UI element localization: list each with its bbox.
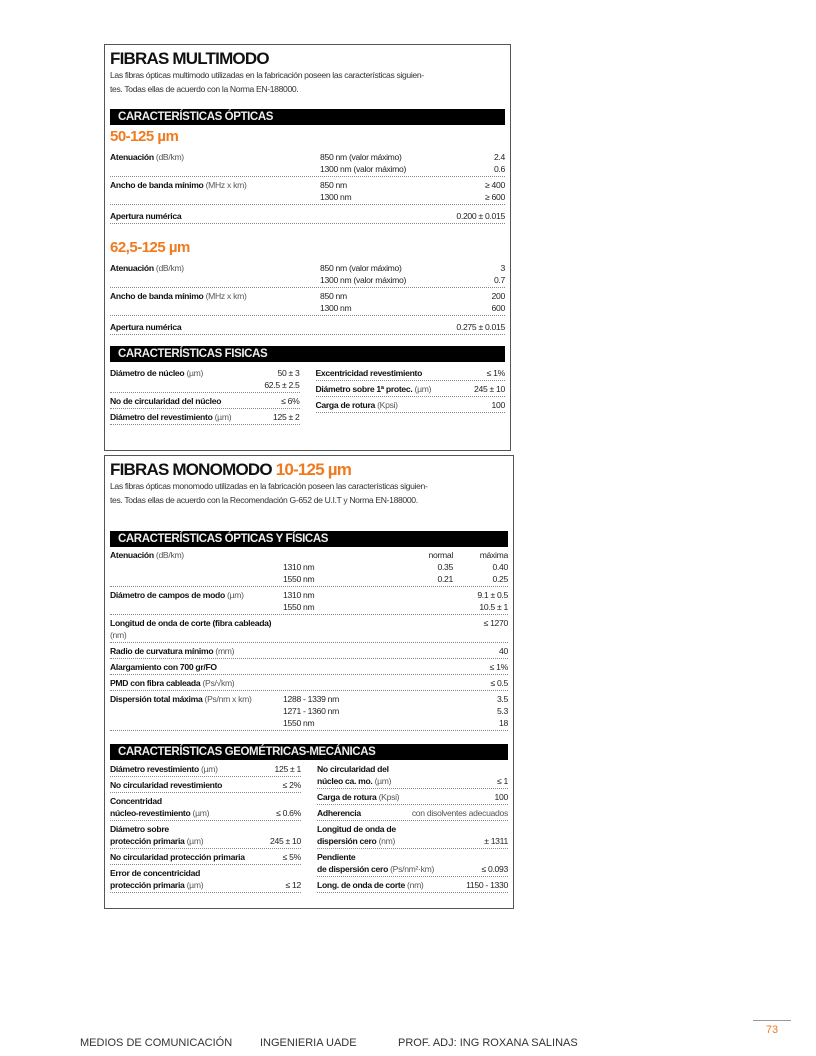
- spec-row: [110, 149, 505, 177]
- spec-value-line: ≥ 600: [485, 192, 505, 202]
- footer-professor: PROF. ADJ: ING ROXANA SALINAS: [398, 1037, 578, 1049]
- spec-condition: [320, 290, 450, 314]
- unit-text: (µm): [192, 808, 210, 818]
- row-label: [317, 763, 493, 787]
- spec-normal-line: [413, 693, 453, 705]
- spec-condition-line: 850 nm (valor máximo): [320, 152, 402, 162]
- spec-condition-line: 1271 - 1360 nm: [283, 706, 339, 716]
- unit-text: (nm): [110, 630, 127, 640]
- label-text: Diámetro sobre: [110, 824, 169, 834]
- row-label: [110, 661, 283, 673]
- singlemode-desc-1: Las fibras ópticas monomodo utilizadas en la fabricación poseen las características siguien-: [110, 481, 428, 491]
- geometric-header: CARACTERÍSTICAS GEOMÉTRICAS-MECÁNICAS: [110, 744, 508, 760]
- label-text: Ancho de banda mínimo: [110, 180, 204, 190]
- spec-value-line: 245 ± 10: [474, 384, 505, 394]
- spec-row: [110, 319, 505, 335]
- singlemode-title: FIBRAS MONOMODO: [110, 460, 272, 479]
- row-label: [317, 807, 408, 819]
- spec-value: ± 1311: [484, 836, 508, 846]
- spec-value-line: 3.5: [496, 694, 508, 704]
- singlemode-desc-2: tes. Todas ellas de acuerdo con la Recomendación G-652 de U.I.T y Norma EN-188000.: [110, 495, 418, 505]
- spec-value-line: 10.5 ± 1: [479, 602, 508, 612]
- label-text: Atenuación: [110, 152, 154, 162]
- fiber-size-heading: 62,5-125 µm: [110, 239, 190, 256]
- spec-row: [317, 805, 508, 821]
- row-label: [110, 677, 283, 689]
- spec-row: [110, 865, 301, 893]
- spec-normal: [413, 549, 453, 585]
- unit-text: (Kpsi): [377, 400, 398, 410]
- spec-row: [316, 381, 506, 397]
- unit-text: (µm): [227, 590, 244, 600]
- spec-condition-line: 1550 nm: [283, 602, 315, 612]
- spec-value: 245 ± 10: [270, 836, 301, 846]
- spec-row: [110, 659, 508, 675]
- footer-school: INGENIERIA UADE: [260, 1037, 357, 1049]
- label-text: núcleo ca. mo.: [317, 776, 373, 786]
- spec-normal: [413, 645, 453, 657]
- unit-text: (nm): [407, 880, 424, 890]
- spec-value-line: 0.25: [492, 574, 508, 584]
- spec-row: [110, 260, 505, 288]
- unit-text: (µm): [186, 836, 204, 846]
- spec-condition-line: 850 nm: [320, 291, 347, 301]
- spec-value: [453, 661, 508, 673]
- spec-value: [453, 677, 508, 689]
- unit-text: (Ps/nm x km): [204, 694, 252, 704]
- spec-value-line: 9.1 ± 0.5: [477, 590, 508, 600]
- label-text: Error de concentricidad: [110, 868, 201, 878]
- spec-row: [317, 789, 508, 805]
- row-label: [110, 290, 320, 314]
- spec-normal-line: [413, 645, 453, 657]
- spec-condition: [283, 549, 413, 585]
- unit-text: (mm): [215, 646, 235, 656]
- footer-course: MEDIOS DE COMUNICACIÓN: [80, 1037, 233, 1049]
- spec-value: con disolventes adecuados: [411, 808, 508, 818]
- singlemode-fibers-panel: [104, 455, 514, 909]
- spec-row: [317, 877, 508, 893]
- spec-value-line: 5.3: [496, 706, 508, 716]
- spec-value-line: 18: [499, 718, 508, 728]
- row-label: [316, 383, 471, 395]
- label-text: Radio de curvatura mínimo: [110, 646, 214, 656]
- spec-condition-line: 1300 nm: [320, 192, 352, 202]
- label-text: No circularidad protección primaria: [110, 852, 245, 862]
- spec-value-line: 0.7: [493, 275, 505, 285]
- spec-row: [110, 393, 300, 409]
- label-text: PMD con fibra cableada: [110, 678, 201, 688]
- optics-physical-header: CARACTERÍSTICAS ÓPTICAS Y FÍSICAS: [110, 531, 508, 547]
- spec-value-line: ≥ 400: [485, 180, 505, 190]
- unit-text: (µm): [414, 384, 432, 394]
- spec-value: 1150 - 1330: [466, 880, 508, 890]
- spec-condition-line: [283, 677, 413, 689]
- spec-value: [450, 179, 505, 203]
- spec-condition-line: 1300 nm: [320, 303, 352, 313]
- spec-normal: [413, 617, 453, 641]
- multimode-desc-2: tes. Todas ellas de acuerdo con la Norma EN-188000.: [110, 84, 299, 94]
- spec-condition-line: 1310 nm: [283, 590, 315, 600]
- unit-text: (dB/km): [155, 263, 184, 273]
- spec-row: [110, 208, 505, 224]
- spec-value: [260, 367, 299, 391]
- spec-value: [453, 549, 508, 585]
- physical-header: CARACTERÍSTICAS FISICAS: [110, 346, 505, 362]
- label-text: Alargamiento con 700 gr/FO: [110, 662, 217, 672]
- label-text: protección primaria: [110, 836, 185, 846]
- spec-normal-line: [413, 717, 453, 729]
- spec-value: ≤ 12: [285, 880, 301, 890]
- row-label: [110, 411, 269, 423]
- unit-text: (µm): [374, 776, 392, 786]
- optics-header: CARACTERÍSTICAS ÓPTICAS: [110, 109, 505, 125]
- spec-normal-line: [413, 601, 453, 613]
- label-text: Ancho de banda mínimo: [110, 291, 204, 301]
- spec-row: [110, 409, 300, 425]
- spec-normal: [413, 677, 453, 689]
- unit-text: (MHz x km): [205, 291, 247, 301]
- spec-condition: [320, 262, 450, 286]
- unit-text: (dB/km): [155, 152, 184, 162]
- spec-row: [110, 547, 508, 587]
- spec-value-line: 3: [500, 263, 505, 273]
- spec-row: [110, 587, 508, 615]
- label-text: Carga de rotura: [315, 400, 375, 410]
- row-label: [110, 210, 320, 222]
- label-text: Diámetro del revestimiento: [110, 412, 213, 422]
- spec-row: [317, 821, 508, 849]
- label-text: núcleo-revestimiento: [110, 808, 191, 818]
- spec-value: [277, 395, 299, 407]
- spec-condition: [283, 589, 413, 613]
- spec-value-line: 40: [499, 646, 508, 656]
- spec-value-line: ≤ 6%: [281, 396, 300, 406]
- label-text: Excentricidad revestimiento: [315, 368, 423, 378]
- page-number: 73: [753, 1020, 791, 1036]
- spec-value: [483, 367, 505, 379]
- spec-value-line: 0.40: [492, 562, 508, 572]
- spec-value-line: 0.6: [493, 164, 505, 174]
- unit-text: (µm): [201, 764, 218, 774]
- spec-value: ≤ 0.093: [481, 864, 508, 874]
- spec-value: ≤ 1: [497, 776, 508, 786]
- label-text: Atenuación: [110, 550, 154, 560]
- spec-value: [450, 290, 505, 314]
- spec-normal-line: [413, 589, 453, 601]
- spec-condition: [283, 617, 413, 641]
- spec-row: [316, 397, 506, 413]
- spec-value-line: ≤ 1270: [483, 618, 508, 628]
- unit-text: (µm): [186, 368, 204, 378]
- unit-text: (µm): [186, 880, 204, 890]
- spec-value: ≤ 2%: [282, 780, 301, 790]
- spec-row: [316, 365, 506, 381]
- spec-value: [453, 693, 508, 729]
- label-text: Adherencia: [317, 808, 361, 818]
- spec-condition: [320, 151, 450, 175]
- spec-condition-line: [283, 549, 413, 561]
- spec-row: [110, 761, 301, 777]
- unit-text: (MHz x km): [205, 180, 247, 190]
- unit-text: (Ps/√km): [202, 678, 235, 688]
- spec-condition-line: [320, 321, 450, 333]
- spec-value-line: 0.200 ± 0.015: [456, 211, 505, 221]
- spec-normal-line: 0.21: [437, 574, 453, 584]
- spec-normal: [413, 589, 453, 613]
- spec-condition-line: 1288 - 1339 nm: [283, 694, 339, 704]
- row-label: [110, 645, 283, 657]
- spec-condition-line: [320, 210, 450, 222]
- spec-condition-line: 850 nm: [320, 180, 347, 190]
- spec-row: [110, 177, 505, 205]
- row-label: [110, 693, 283, 729]
- spec-value: [450, 262, 505, 286]
- label-text: Diámetro revestimiento: [110, 764, 199, 774]
- spec-row: [317, 849, 508, 877]
- row-label: [110, 151, 320, 175]
- row-label: [110, 617, 283, 641]
- spec-value-line: ≤ 0.5: [490, 678, 508, 688]
- spec-value: [453, 617, 508, 641]
- spec-value-line: 200: [491, 291, 505, 301]
- spec-value: ≤ 5%: [282, 852, 301, 862]
- spec-normal: [413, 661, 453, 673]
- spec-condition-line: [283, 645, 413, 657]
- spec-row: [110, 793, 301, 821]
- spec-row: [110, 691, 508, 731]
- spec-condition: [320, 210, 450, 222]
- spec-value-line: 2.4: [493, 152, 505, 162]
- label-text: Diámetro de núcleo: [110, 368, 185, 378]
- label-text: No de circularidad del núcleo: [110, 396, 222, 406]
- row-label: [316, 399, 488, 411]
- spec-condition-line: 1300 nm (valor máximo): [320, 164, 407, 174]
- label-text: Diámetro de campos de modo: [110, 590, 225, 600]
- label-text: Diámetro sobre 1ª protec.: [315, 384, 413, 394]
- fiber-size-heading: 50-125 µm: [110, 128, 179, 145]
- label-text: Longitud de onda de: [317, 824, 396, 834]
- unit-text: (dB/km): [155, 550, 184, 560]
- spec-value: [450, 321, 505, 333]
- spec-condition: [320, 321, 450, 333]
- label-text: Long. de onda de corte: [317, 880, 405, 890]
- row-label: [110, 367, 260, 391]
- label-text: Apertura numérica: [110, 322, 182, 332]
- row-label: [110, 549, 283, 585]
- row-label: [110, 262, 320, 286]
- spec-condition: [283, 661, 413, 673]
- spec-condition-line: 1550 nm: [283, 574, 315, 584]
- spec-condition-line: 1310 nm: [283, 562, 315, 572]
- label-text: Pendiente: [317, 852, 356, 862]
- spec-row: [110, 675, 508, 691]
- label-text: No circularidad revestimiento: [110, 780, 223, 790]
- spec-value: [453, 645, 508, 657]
- label-text: Longitud de onda de corte (fibra cableada): [110, 618, 272, 628]
- spec-value: [450, 210, 505, 222]
- spec-value: [450, 151, 505, 175]
- spec-row: [110, 615, 508, 643]
- spec-row: [110, 643, 508, 659]
- spec-value: 100: [494, 792, 508, 802]
- label-text: protección primaria: [110, 880, 185, 890]
- spec-condition: [320, 179, 450, 203]
- row-label: [110, 589, 283, 613]
- spec-condition: [283, 677, 413, 689]
- spec-value-line: ≤ 1%: [486, 368, 505, 378]
- spec-value-line: 0.275 ± 0.015: [456, 322, 505, 332]
- spec-condition-line: 1300 nm (valor máximo): [320, 275, 407, 285]
- spec-value: ≤ 0.6%: [276, 808, 301, 818]
- multimode-title: FIBRAS MULTIMODO: [110, 49, 269, 68]
- unit-text: (Ps/nm²·km): [390, 864, 435, 874]
- spec-row: [110, 849, 301, 865]
- spec-normal-line: [413, 677, 453, 689]
- spec-row: [110, 365, 300, 393]
- spec-condition-line: 850 nm (valor máximo): [320, 263, 402, 273]
- spec-condition-line: [283, 661, 413, 673]
- spec-value: [470, 383, 505, 395]
- spec-value: [488, 399, 505, 411]
- singlemode-title-accent: 10-125 µm: [275, 460, 352, 479]
- row-label: [317, 823, 480, 847]
- spec-condition: [283, 693, 413, 729]
- row-label: [110, 763, 270, 775]
- spec-value: [453, 589, 508, 613]
- spec-value-line: 50 ± 3: [277, 368, 300, 378]
- spec-normal-line: normal: [428, 550, 453, 560]
- label-text: No circularidad del: [317, 764, 389, 774]
- label-text: dispersión cero: [317, 836, 377, 846]
- row-label: [110, 851, 279, 863]
- spec-condition-line: 1550 nm: [283, 718, 315, 728]
- row-label: [110, 795, 272, 819]
- spec-row: [110, 288, 505, 316]
- spec-value-line: 600: [491, 303, 505, 313]
- spec-normal: [413, 693, 453, 729]
- spec-row: [110, 777, 301, 793]
- unit-text: (nm): [378, 836, 396, 846]
- spec-row: [317, 761, 508, 789]
- spec-condition: [283, 645, 413, 657]
- spec-normal-line: [413, 661, 453, 673]
- multimode-desc-1: Las fibras ópticas multimodo utilizadas en la fabricación poseen las características siguien-: [110, 70, 424, 80]
- spec-value-line: máxima: [479, 550, 508, 560]
- label-text: Carga de rotura: [317, 792, 377, 802]
- spec-value-line: 62.5 ± 2.5: [264, 380, 300, 390]
- spec-condition-line: [283, 617, 413, 629]
- spec-value-line: ≤ 1%: [489, 662, 508, 672]
- label-text: Dispersión total máxima: [110, 694, 203, 704]
- row-label: [110, 823, 266, 847]
- unit-text: (Kpsi): [378, 792, 400, 802]
- row-label: [110, 867, 282, 891]
- spec-value: 125 ± 1: [274, 764, 301, 774]
- spec-row: [110, 821, 301, 849]
- spec-normal-line: 0.35: [437, 562, 453, 572]
- label-text: Concentridad: [110, 796, 162, 806]
- spec-normal-line: [413, 705, 453, 717]
- spec-value-line: 125 ± 2: [272, 412, 300, 422]
- row-label: [317, 791, 491, 803]
- spec-value: [269, 411, 300, 423]
- spec-normal-line: [413, 617, 453, 629]
- row-label: [316, 367, 483, 379]
- row-label: [317, 851, 477, 875]
- label-text: de dispersión cero: [317, 864, 389, 874]
- row-label: [110, 779, 279, 791]
- spec-value-line: 100: [491, 400, 505, 410]
- row-label: [110, 395, 277, 407]
- unit-text: (µm): [214, 412, 232, 422]
- row-label: [110, 321, 320, 333]
- row-label: [317, 879, 462, 891]
- multimode-fibers-panel: [104, 44, 511, 451]
- label-text: Apertura numérica: [110, 211, 182, 221]
- row-label: [110, 179, 320, 203]
- label-text: Atenuación: [110, 263, 154, 273]
